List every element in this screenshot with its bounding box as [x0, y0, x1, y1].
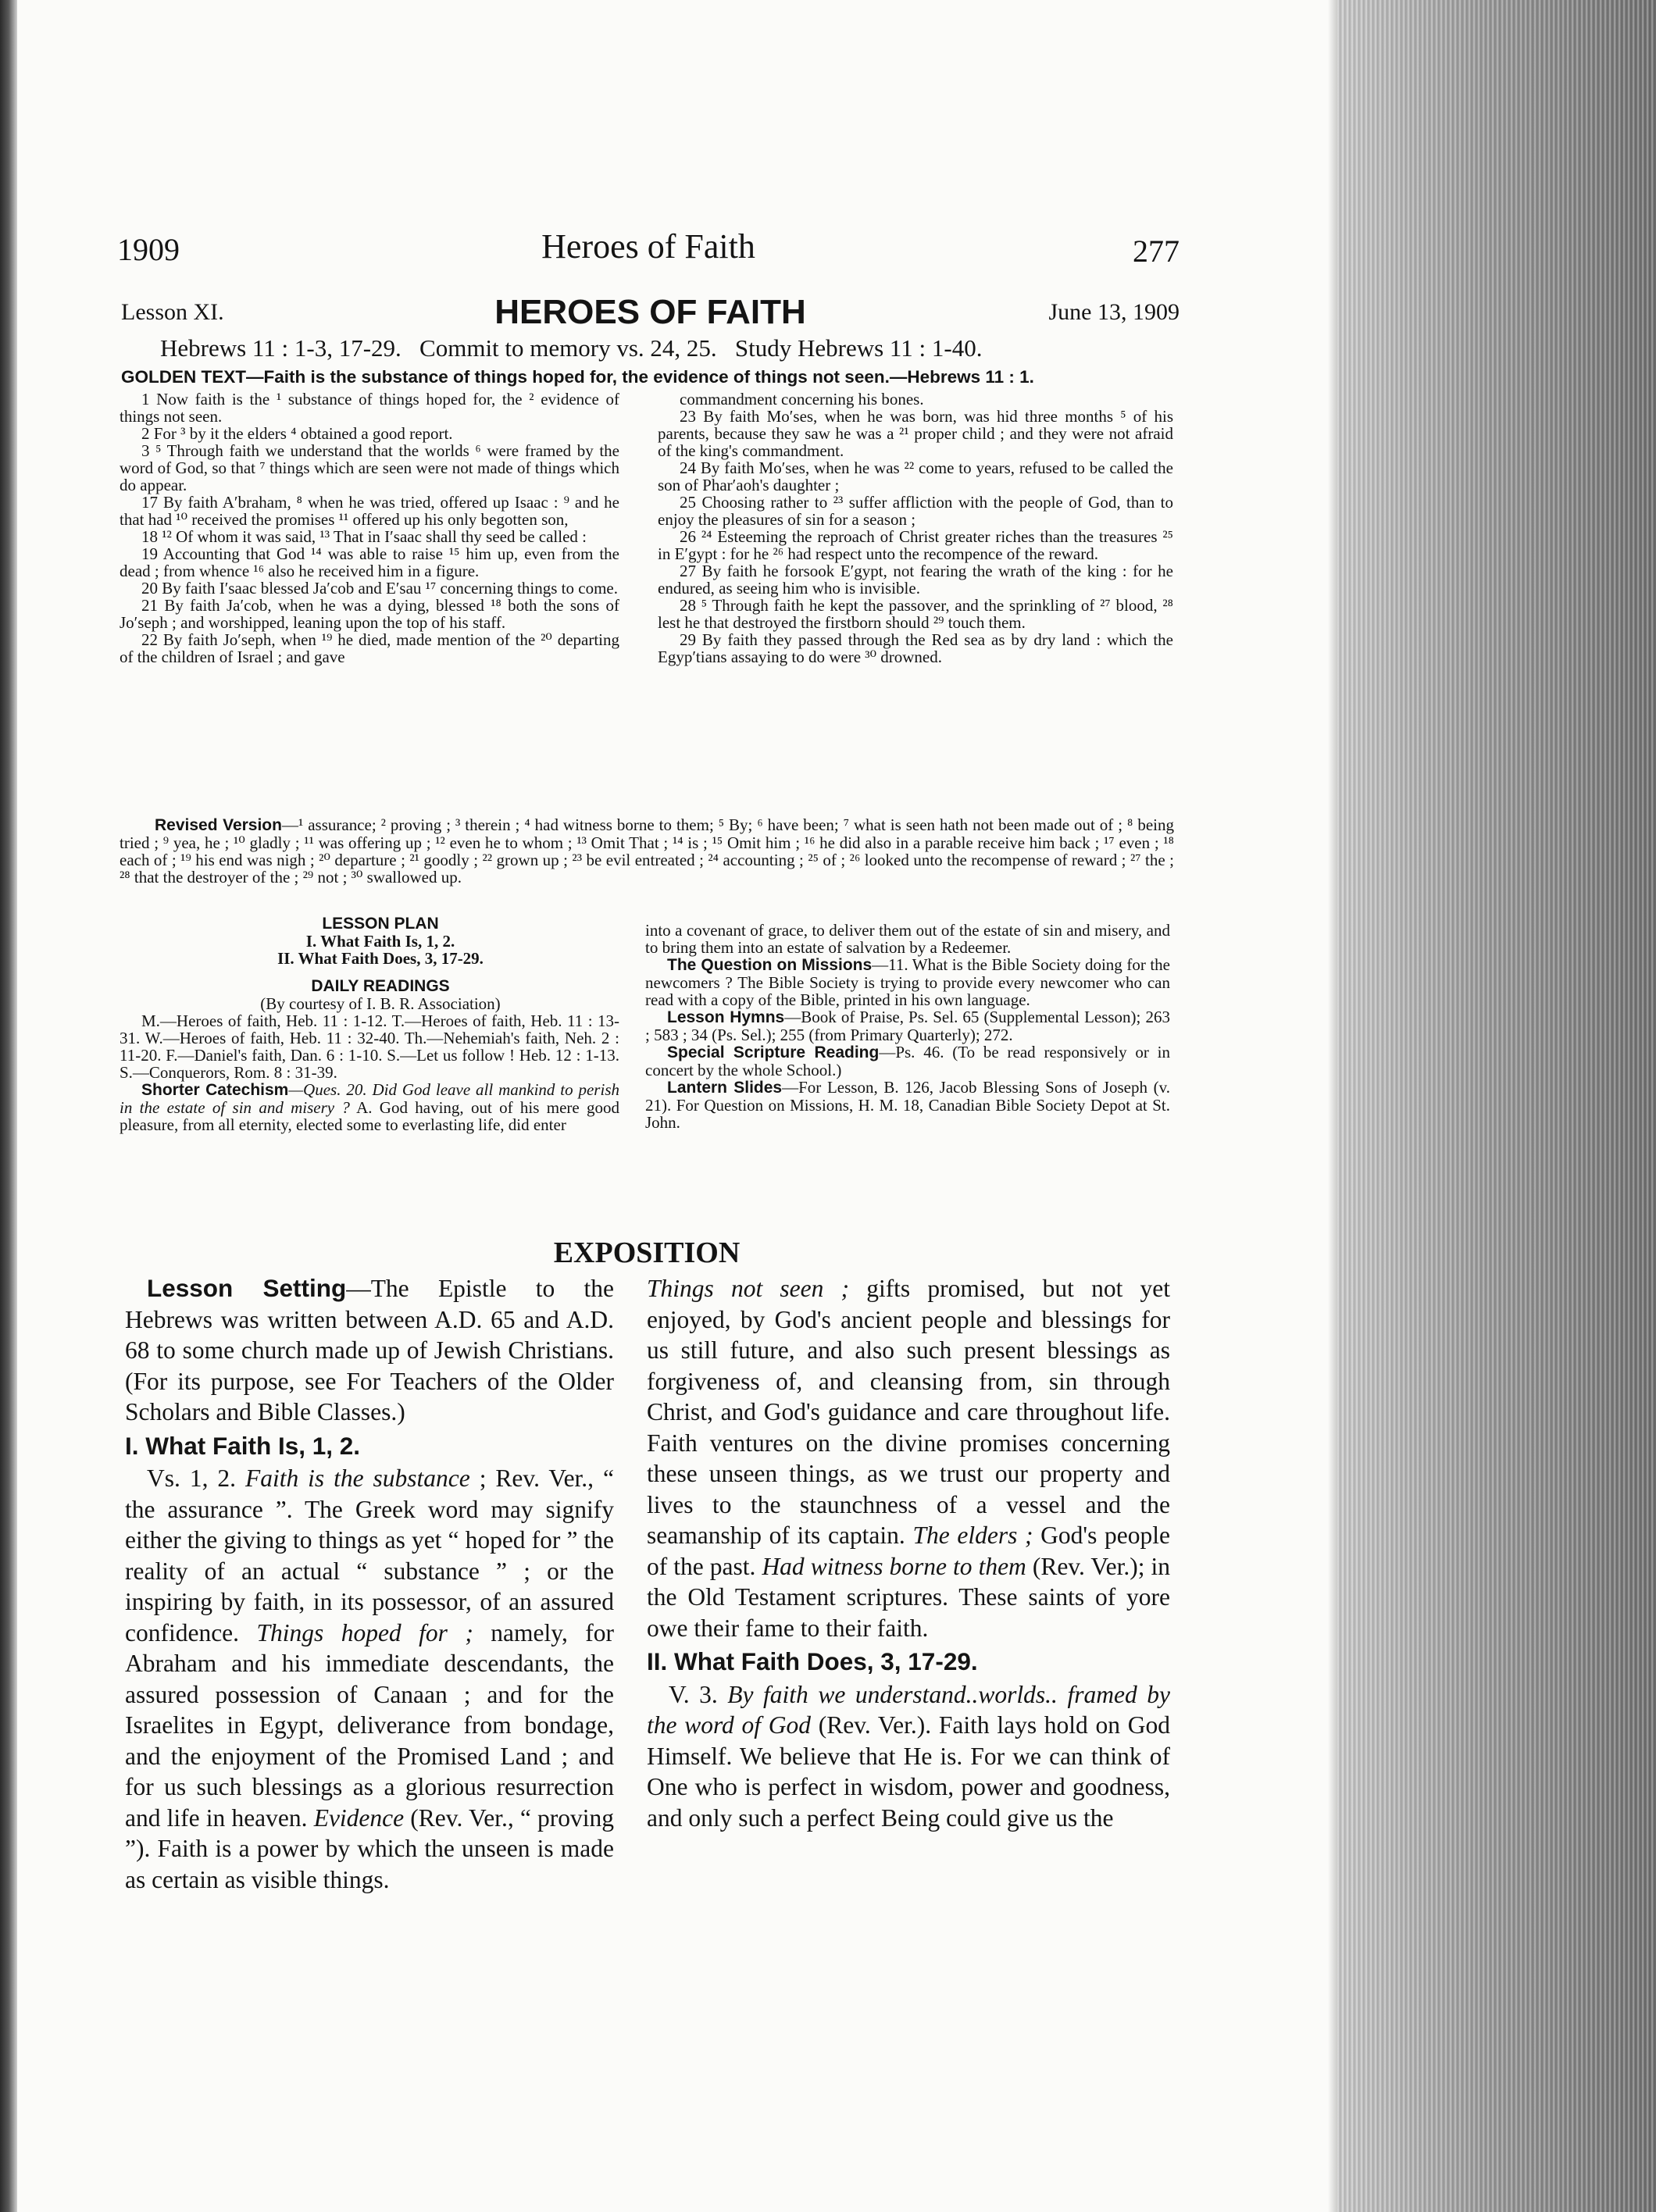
special-reading: [645, 1044, 1170, 1079]
text-run: namely, for Abraham and his immediate descendants, the assured possession of Canaan ; and for the Israelites in Egypt, deliverance from bondage, and the enjoyment of the Promised Land ; and for us such blessings as a glorious resurrection and life in heaven.: [125, 1618, 614, 1832]
revised-version-text: —¹ assurance; ² proving ; ³ therein ; ⁴ had witness borne to them; ⁵ By; ⁶ have been; ⁷ what is seen hath not been made out of ; ⁸ being tried ; ⁹ yea, he ; ¹⁰ gladly ; ¹¹ was offering up ; ¹² even he to whom ; ¹³ Omit That ; ¹⁴ is ; ¹⁵ Omit him ; ¹⁶ he did also in a parable receive him back ; ¹⁷ even ; ¹⁸ each of ; ¹⁹ his end was nigh ; ²⁰ departure ; ²¹ goodly ; ²² grown up ; ²³ be evil entreated ; ²⁴ accounting ; ²⁵ of ; ²⁶ looked unto the recompense of reward ; ²⁷ the ; ²⁸ that the destroyer of the ; ²⁹ not ; ³⁰ swallowed up.: [120, 815, 1174, 887]
lantern-label: Lantern Slides: [667, 1079, 783, 1097]
text-run: God's people of the past.: [647, 1522, 1170, 1580]
verses-left-column: [120, 391, 619, 665]
lesson-header: [121, 293, 1180, 332]
shorter-catechism: [120, 1081, 619, 1133]
verse: 22 By faith Jo′seph, when ¹⁹ he died, made mention of the ²⁰ departing of the children of Israel ; and gave: [120, 630, 619, 666]
exposition-right-column: [647, 1273, 1170, 1833]
verse: 24 By faith Mo′ses, when he was ²² come to years, refused to be called the son of Phar′aoh's daughter ;: [658, 458, 1173, 494]
running-head-title: Heroes of Faith: [541, 227, 755, 266]
verses-right-column: [658, 391, 1173, 665]
lesson-notes-right: [645, 922, 1170, 1131]
italic-run: Faith is the substance: [244, 1465, 470, 1492]
catechism-continuation: into a covenant of grace, to deliver them out of the estate of sin and misery, and to bring them into an estate of salvation by a Redeemer.: [645, 921, 1170, 957]
catechism-answer: A. God having, out of his mere good pleasure, from all eternity, elected some to everlasting life, did enter: [120, 1098, 620, 1134]
section-heading-1: I. What Faith Is, 1, 2.: [125, 1431, 361, 1460]
text-run: gifts promised, but not yet enjoyed, by God's ancient people and blessings for us still future, and also such present blessings as forgiveness of, and cleansing from, sin through Christ, and God's guidance and care throughout life. Faith ventures on the divine promises concerning these unseen things, as we trust our property and lives to the staunchness of a vessel and the seamanship of its captain.: [647, 1275, 1170, 1549]
section-heading-2: II. What Faith Does, 3, 17-29.: [647, 1647, 978, 1675]
italic-run: Things hoped for ;: [256, 1618, 473, 1647]
exposition-paragraph: [125, 1463, 614, 1895]
verse: 3 ⁵ Through faith we understand that the worlds ⁶ were framed by the word of God, so that ⁷ things which are seen were not made of things which do appear.: [120, 441, 619, 494]
italic-run: Things not seen ;: [647, 1275, 850, 1302]
exposition-paragraph: [647, 1679, 1170, 1834]
lesson-date: June 13, 1909: [1048, 299, 1180, 325]
missions-label: The Question on Missions: [667, 956, 873, 974]
lantern-slides: [645, 1079, 1170, 1131]
lesson-plan-item: I. What Faith Is, 1, 2.: [305, 932, 455, 951]
exposition-left-column: [125, 1273, 614, 1895]
verse: 20 By faith I′saac blessed Ja′cob and E′sau ¹⁷ concerning things to come.: [141, 579, 618, 598]
lesson-title: HEROES OF FAITH: [494, 293, 806, 331]
text-run: (Rev. Ver.). Faith lays hold on God Himself. We believe that He is. For we can think of One who is perfect in wisdom, power and goodness, and only such a perfect Being could give us the: [647, 1711, 1170, 1832]
missions-question: [645, 956, 1170, 1008]
special-reading-text: —Ps. 46. (To be read responsively or in concert by the whole School.): [645, 1043, 1170, 1079]
exposition-title: EXPOSITION: [553, 1236, 741, 1269]
lesson-plan-item: II. What Faith Does, 3, 17-29.: [277, 949, 484, 968]
daily-readings-heading: DAILY READINGS: [311, 977, 450, 995]
special-reading-label: Special Scripture Reading: [667, 1044, 880, 1061]
text-run: (Rev. Ver.); in the Old Testament scriptures. These saints of yore owe their fame to their faith.: [647, 1552, 1170, 1642]
text-run: Vs. 1, 2.: [147, 1465, 245, 1492]
daily-readings-text: M.—Heroes of faith, Heb. 11 : 1-12. T.—Heroes of faith, Heb. 11 : 13-31. W.—Heroes of faith, Heb. 11 : 32-40. Th.—Nehemiah's faith, Neh. 2 : 11-20. F.—Daniel's faith, Dan. 6 : 1-10. S.—Let us follow ! Heb. 12 : 1-13. S.—Conquerors, Rom. 8 : 31-39.: [120, 1011, 619, 1082]
verse: commandment concerning his bones.: [680, 390, 924, 409]
verse: 17 By faith A′braham, ⁸ when he was tried, offered up Isaac : ⁹ and he that had ¹⁰ received the promises ¹¹ offered up his only begotten son,: [120, 493, 619, 529]
lesson-setting-text: —The Epistle to the Hebrews was written between A.D. 65 and A.D. 68 to some church made up of Jewish Christians. (For its purpose, see For Teachers of the Older Scholars and Bible Classes.): [125, 1275, 614, 1425]
lantern-text: —For Lesson, B. 126, Jacob Blessing Sons of Joseph (v. 21). For Question on Missions, H. M. 18, Canadian Bible Society Depot at St. John.: [645, 1078, 1171, 1132]
missions-text: —11. What is the Bible Society doing for the newcomers ? The Bible Society is trying to provide every newcomer who can read with a copy of the Bible, printed in his own language.: [645, 955, 1170, 1009]
lesson-number: Lesson XI.: [121, 299, 224, 325]
text-run: ; Rev. Ver., “ the assurance ”. The Greek word may signify either the giving to things as yet “ hoped for ” the reality of an actual “ substance ” ; or the inspiring by faith, in its possessor, of an assured confidence.: [125, 1465, 614, 1647]
lesson-setting: [125, 1273, 614, 1428]
verse: 2 For ³ by it the elders ⁴ obtained a good report.: [141, 424, 453, 443]
text-run: V. 3.: [669, 1680, 728, 1708]
running-head: [117, 227, 1180, 281]
verse: 19 Accounting that God ¹⁴ was able to raise ¹⁵ him up, even from the dead ; from whence ¹⁶ also he received him in a figure.: [120, 544, 619, 580]
scripture-reference: Hebrews 11 : 1-3, 17-29. Commit to memory vs. 24, 25. Study Hebrews 11 : 1-40.: [160, 334, 983, 362]
text-run: (Rev. Ver., “ proving ”). Faith is a power by which the unseen is made as certain as visible things.: [125, 1803, 614, 1893]
catechism-label: Shorter Catechism: [141, 1081, 289, 1099]
italic-run: By faith we understand..worlds.. framed by the word of God: [647, 1680, 1170, 1739]
running-head-year: 1909: [117, 232, 180, 267]
verse: 26 ²⁴ Esteeming the reproach of Christ greater riches than the treasures ²⁵ in E′gypt : for he ²⁶ had respect unto the recompence of the reward.: [658, 527, 1173, 563]
verse: 27 By faith he forsook E′gypt, not fearing the wrath of the king : for he endured, as seeing him who is invisible.: [658, 562, 1173, 598]
revised-version-notes: [120, 816, 1174, 886]
page-number: 277: [1133, 234, 1180, 269]
lesson-setting-label: Lesson Setting: [147, 1274, 347, 1302]
verse: 25 Choosing rather to ²³ suffer affliction with the people of God, than to enjoy the pleasures of sin for a season ;: [658, 493, 1173, 529]
verse: 29 By faith they passed through the Red sea as by dry land : which the Egyp′tians assaying to do were ³⁰ drowned.: [658, 630, 1173, 666]
lesson-hymns: [645, 1008, 1170, 1044]
verse: 23 By faith Mo′ses, when he was born, was hid three months ⁵ of his parents, because they saw he was a ²¹ proper child ; and they were not afraid of the king's commandment.: [658, 407, 1173, 460]
golden-text: GOLDEN TEXT—Faith is the substance of things hoped for, the evidence of things not seen.—Hebrews 11 : 1.: [121, 367, 1034, 387]
verse: 21 By faith Ja′cob, when he was a dying, blessed ¹⁸ both the sons of Jo′seph ; and worshipped, leaning upon the top of his staff.: [120, 596, 619, 632]
lesson-plan-section: [120, 915, 619, 1133]
book-page-edges: [1337, 0, 1656, 2212]
italic-run: Had witness borne to them: [762, 1552, 1026, 1580]
lesson-plan-heading: LESSON PLAN: [322, 915, 439, 933]
revised-version-label: Revised Version: [155, 816, 282, 834]
exposition-paragraph: [647, 1273, 1170, 1643]
italic-run: The elders ;: [912, 1522, 1033, 1549]
hymns-text: —Book of Praise, Ps. Sel. 65 (Supplemental Lesson); 263 ; 583 ; 34 (Ps. Sel.); 255 (from Primary Quarterly); 272.: [645, 1008, 1170, 1044]
daily-readings-courtesy: (By courtesy of I. B. R. Association): [260, 994, 501, 1013]
verse: 18 ¹² Of whom it was said, ¹³ That in I′saac shall thy seed be called :: [141, 527, 587, 546]
verse: 1 Now faith is the ¹ substance of things hoped for, the ² evidence of things not seen.: [120, 390, 619, 426]
book-binding: [0, 0, 17, 2212]
italic-run: Evidence: [313, 1803, 405, 1832]
hymns-label: Lesson Hymns: [667, 1008, 785, 1026]
verse: 28 ⁵ Through faith he kept the passover, and the sprinkling of ²⁷ blood, ²⁸ lest he that destroyed the firstborn should ²⁹ touch them.: [658, 596, 1173, 632]
catechism-question: —Ques. 20. Did God leave all mankind to perish in the estate of sin and misery ?: [120, 1080, 619, 1117]
